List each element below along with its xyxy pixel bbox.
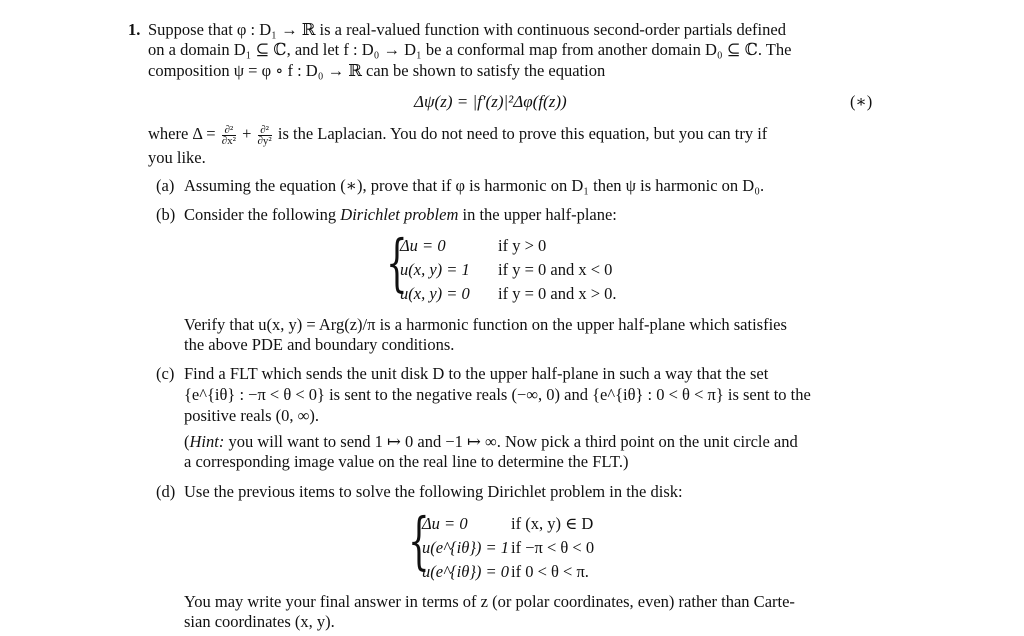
d-case-1-cond: if (x, y) ∈ D bbox=[511, 514, 594, 533]
fraction-1-denominator: ∂x² bbox=[221, 134, 236, 147]
part-c-label: (c) bbox=[156, 364, 175, 383]
part-d-text: Use the previous items to solve the following Dirichlet problem in the disk: bbox=[184, 482, 683, 501]
hint-label: Hint: bbox=[189, 432, 225, 451]
laplacian-line-2: you like. bbox=[148, 148, 206, 167]
part-b-text-pre: Consider the following bbox=[184, 205, 341, 224]
laplacian-definition bbox=[148, 124, 767, 146]
laplacian-suffix: is the Laplacian. You do not need to prove this equation, but you can try if bbox=[277, 124, 768, 143]
fraction-2-numerator: ∂² bbox=[260, 123, 269, 136]
equation-tag: (∗) bbox=[850, 92, 873, 111]
d-case-3-eq: u(e^{iθ}) = 0 bbox=[422, 562, 510, 581]
intro-line-1: Suppose that φ : D₁ → ℝ is a real-valued function with continuous second-order partials defined bbox=[148, 20, 786, 39]
part-c-line-2: {e^{iθ} : −π < θ < 0} is sent to the negative reals (−∞, 0) and {e^{iθ} : 0 < θ < π} is sent to the bbox=[184, 385, 811, 404]
part-d-label: (d) bbox=[156, 482, 176, 501]
b-case-1-cond: if y > 0 bbox=[498, 236, 547, 255]
b-case-1-eq: Δu = 0 bbox=[400, 236, 446, 255]
main-equation: Δψ(z) = |f′(z)|²Δφ(f(z)) bbox=[414, 92, 567, 111]
fraction-d2-dx2 bbox=[222, 125, 236, 146]
b-case-3-eq: u(x, y) = 0 bbox=[400, 284, 470, 303]
part-c-line-1: Find a FLT which sends the unit disk D to the upper half-plane in such a way that the set bbox=[184, 364, 769, 383]
b-case-2-cond: if y = 0 and x < 0 bbox=[498, 260, 613, 279]
part-a-text: Assuming the equation (∗), prove that if φ is harmonic on D₁ then ψ is harmonic on D₀. bbox=[184, 176, 765, 195]
part-b-label: (b) bbox=[156, 205, 176, 224]
b-case-3-cond: if y = 0 and x > 0. bbox=[498, 284, 617, 303]
part-b-text-emphasis: Dirichlet problem bbox=[340, 205, 459, 224]
intro-line-3: composition ψ = φ ∘ f : D₀ → ℝ can be shown to satisfy the equation bbox=[148, 61, 606, 80]
fraction-1-numerator: ∂² bbox=[224, 123, 234, 136]
d-case-3-cond: if 0 < θ < π. bbox=[511, 562, 589, 581]
fraction-2-denominator: ∂y² bbox=[257, 134, 272, 147]
left-brace: { bbox=[386, 226, 408, 299]
part-b-text-post: in the upper half-plane: bbox=[458, 205, 617, 224]
part-c-hint-line-1: (Hint: you will want to send 1 ↦ 0 and −1 ↦ ∞. Now pick a third point on the unit circle and bbox=[184, 432, 798, 451]
part-b-text bbox=[184, 205, 617, 225]
fraction-d2-dy2 bbox=[258, 125, 272, 146]
left-brace: { bbox=[408, 504, 430, 577]
part-c-hint-line-2: a corresponding image value on the real line to determine the FLT.) bbox=[184, 452, 629, 471]
problem-number: 1. bbox=[128, 20, 141, 39]
part-a-label: (a) bbox=[156, 176, 175, 195]
b-case-2-eq: u(x, y) = 1 bbox=[400, 260, 470, 279]
part-d-final-line-2: sian coordinates (x, y). bbox=[184, 612, 335, 631]
hint-text-1: you will want to send 1 ↦ 0 and −1 ↦ ∞. Now pick a third point on the unit circle and bbox=[228, 432, 798, 451]
laplacian-plus: + bbox=[242, 124, 252, 143]
d-case-2-cond: if −π < θ < 0 bbox=[511, 538, 595, 557]
d-case-2-eq: u(e^{iθ}) = 1 bbox=[422, 538, 510, 557]
d-case-1-eq: Δu = 0 bbox=[422, 514, 468, 533]
intro-line-2: on a domain D₁ ⊆ ℂ, and let f : D₀ → D₁ be a conformal map from another domain D₀ ⊆ ℂ. The bbox=[148, 40, 792, 59]
part-b-verify-line-1: Verify that u(x, y) = Arg(z)/π is a harmonic function on the upper half-plane which satisfies bbox=[184, 315, 787, 334]
laplacian-prefix: where Δ = bbox=[148, 124, 216, 143]
part-b-verify-line-2: the above PDE and boundary conditions. bbox=[184, 335, 455, 354]
part-c-line-3: positive reals (0, ∞). bbox=[184, 406, 320, 425]
part-d-final-line-1: You may write your final answer in terms of z (or polar coordinates, even) rather than Carte- bbox=[184, 592, 795, 611]
